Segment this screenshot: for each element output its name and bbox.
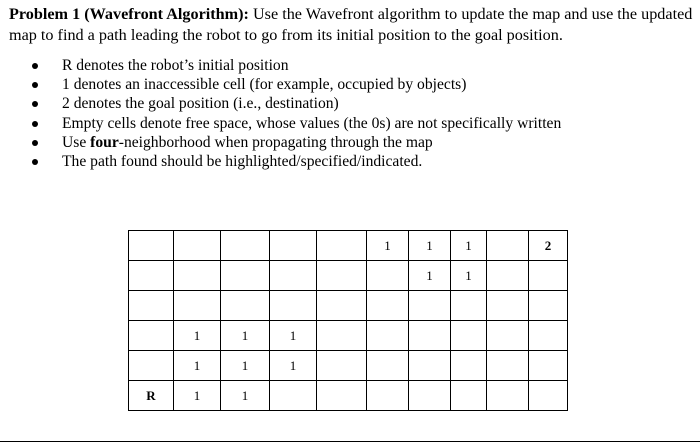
grid-cell <box>317 291 367 321</box>
grid-cell <box>270 381 317 411</box>
grid-row <box>129 231 568 261</box>
bullet-icon <box>32 82 38 88</box>
grid-cell <box>174 261 221 291</box>
grid-cell <box>487 291 529 321</box>
grid-row <box>129 291 568 321</box>
grid-cell <box>129 351 174 381</box>
grid-cell <box>129 231 174 261</box>
list-item-text: The path found should be highlighted/specified/indicated. <box>62 153 423 171</box>
grid-cell <box>409 351 451 381</box>
list-item <box>0 94 561 113</box>
bullet-icon <box>32 159 38 165</box>
list-item-text: 2 denotes the goal position (i.e., destination) <box>62 95 339 113</box>
grid-cell <box>451 321 487 351</box>
grid-cell: 1 <box>409 261 451 291</box>
list-item <box>0 114 561 133</box>
grid-cell <box>317 231 367 261</box>
grid-cell: 1 <box>451 231 487 261</box>
grid-row <box>129 351 568 381</box>
list-item <box>0 152 561 171</box>
grid-cell <box>270 261 317 291</box>
grid-cell <box>270 291 317 321</box>
problem-text: Use the Wavefront algorithm to update the map and use the updated map to find a path leading the robot to go from its initial position to the goal position. <box>9 5 693 44</box>
grid-cell <box>270 231 317 261</box>
problem-statement <box>9 4 695 46</box>
grid-cell: 1 <box>221 321 270 351</box>
bottom-divider <box>0 441 700 442</box>
problem-heading: Problem 1 (Wavefront Algorithm): <box>9 5 249 23</box>
bullet-icon <box>32 63 38 69</box>
grid-row <box>129 381 568 411</box>
list-item-text: 1 denotes an inaccessible cell (for example, occupied by objects) <box>62 76 467 94</box>
grid-cell <box>221 261 270 291</box>
grid-cell: 1 <box>451 261 487 291</box>
wavefront-map-grid <box>128 230 568 411</box>
grid-cell <box>367 351 409 381</box>
bullet-icon <box>32 121 38 127</box>
list-item-text: Empty cells denote free space, whose values (the 0s) are not specifically written <box>62 114 562 132</box>
grid-cell <box>529 291 568 321</box>
grid-cell <box>367 321 409 351</box>
grid-cell <box>317 381 367 411</box>
grid-cell: 1 <box>409 231 451 261</box>
list-item <box>0 56 561 75</box>
grid-cell <box>487 261 529 291</box>
list-item-text: R denotes the robot’s initial position <box>62 57 289 74</box>
grid-cell: 2 <box>529 231 568 261</box>
grid-row <box>129 261 568 291</box>
grid-cell: 1 <box>367 231 409 261</box>
grid-cell <box>451 381 487 411</box>
grid-cell <box>221 291 270 321</box>
bullet-icon <box>32 101 38 107</box>
list-item <box>0 75 561 94</box>
list-item <box>0 133 561 152</box>
grid-cell <box>529 351 568 381</box>
grid-cell <box>529 261 568 291</box>
grid-cell: R <box>129 381 174 411</box>
grid-row <box>129 321 568 351</box>
grid-cell <box>409 291 451 321</box>
grid-cell <box>451 291 487 321</box>
grid-cell: 1 <box>221 351 270 381</box>
grid-cell <box>409 381 451 411</box>
grid-cell <box>367 381 409 411</box>
grid-cell <box>317 261 367 291</box>
grid-cell <box>451 351 487 381</box>
grid-cell <box>367 261 409 291</box>
grid-cell <box>409 321 451 351</box>
grid-cell <box>367 291 409 321</box>
bullet-icon <box>32 140 38 146</box>
grid-cell <box>487 231 529 261</box>
grid-cell: 1 <box>270 321 317 351</box>
grid-cell: 1 <box>174 381 221 411</box>
grid-cell <box>317 351 367 381</box>
grid-cell <box>129 261 174 291</box>
grid-cell: 1 <box>270 351 317 381</box>
grid-cell <box>129 291 174 321</box>
grid-cell <box>487 321 529 351</box>
grid-cell <box>529 381 568 411</box>
grid-cell <box>221 231 270 261</box>
grid-cell <box>487 381 529 411</box>
grid-cell <box>487 351 529 381</box>
grid-cell <box>129 321 174 351</box>
grid-cell <box>174 291 221 321</box>
grid-cell <box>317 321 367 351</box>
grid-cell: 1 <box>221 381 270 411</box>
grid-cell <box>174 231 221 261</box>
list-item-text-bold: four <box>90 133 119 151</box>
grid-cell: 1 <box>174 321 221 351</box>
list-item-text-before: Use <box>62 133 91 151</box>
grid-cell: 1 <box>174 351 221 381</box>
list-item-text-after: -neighborhood when propagating through the map <box>118 133 433 151</box>
grid-cell <box>529 321 568 351</box>
rules-list <box>0 56 561 171</box>
